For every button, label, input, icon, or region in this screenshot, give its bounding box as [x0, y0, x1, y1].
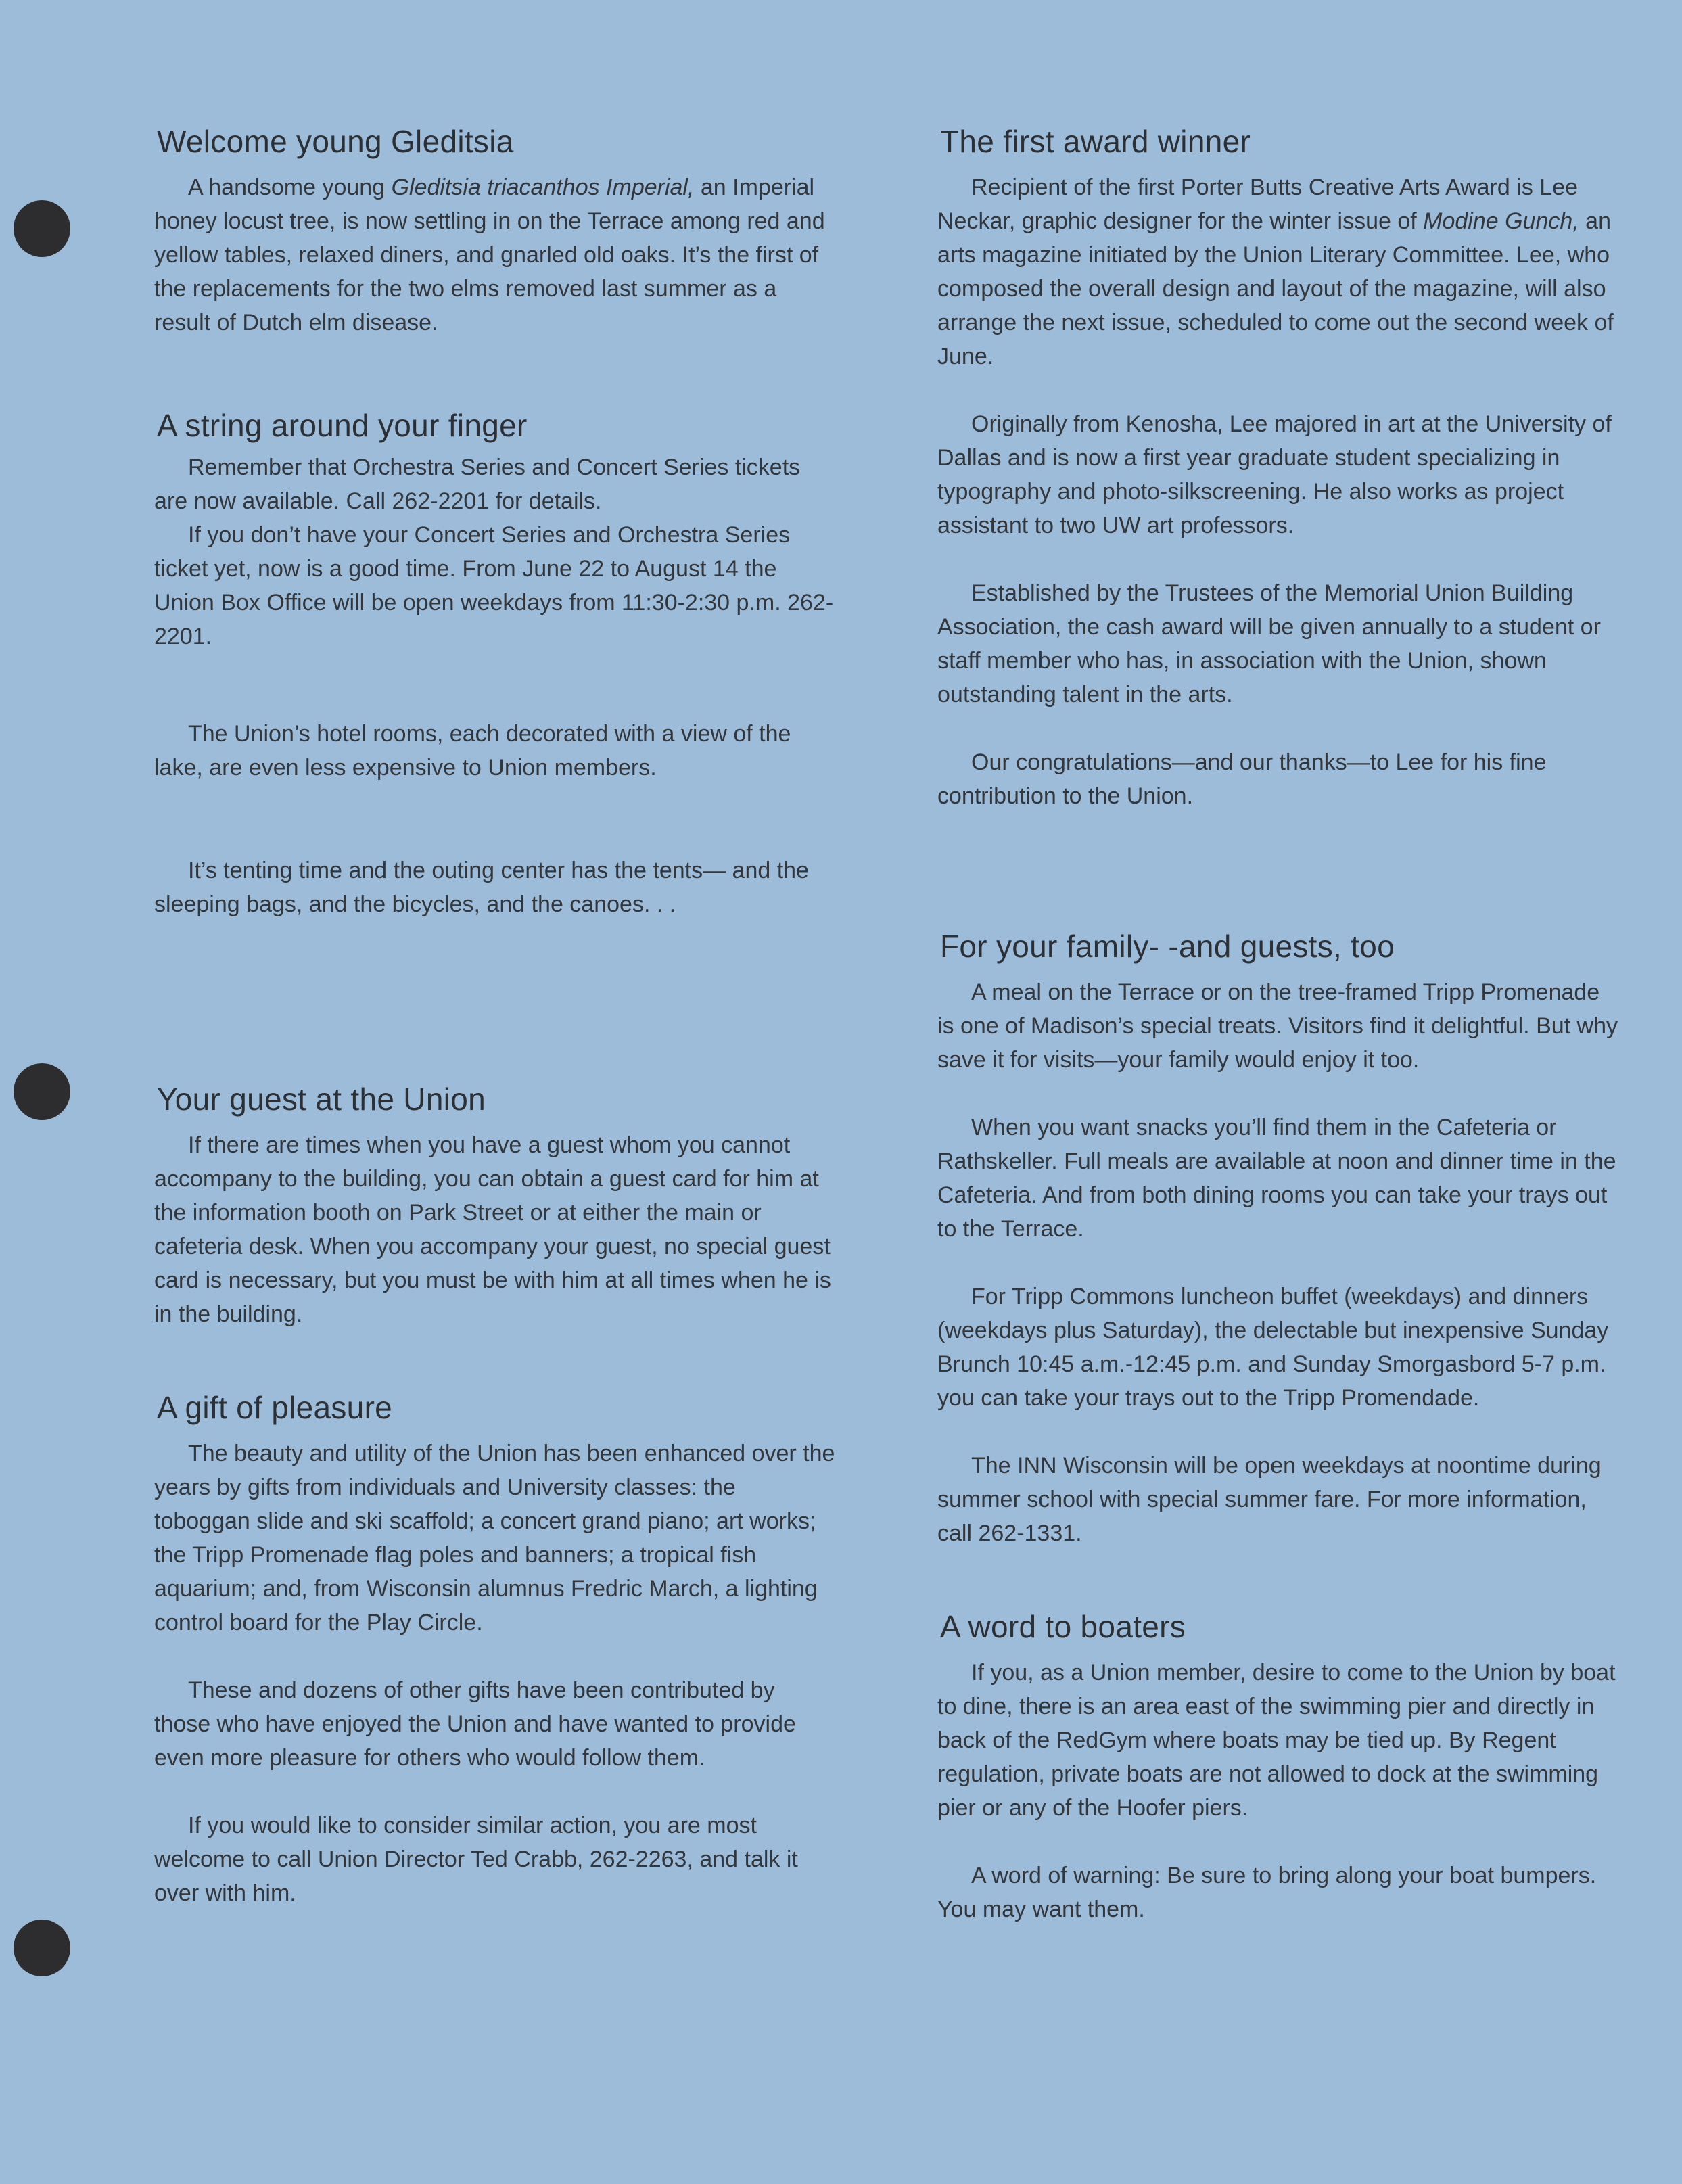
paragraph: The beauty and utility of the Union has been enhanced over the years by gifts from individuals and University classes: the toboggan slide and ski scaffold; a concert grand piano; art works; the Tripp Promenade flag poles and banners; a tropical fish aquarium; and, from Wisconsin alumnus Fredric March, a lighting control board for the Play Circle.: [154, 1441, 835, 1635]
section-title: A word to boaters: [940, 1609, 1186, 1644]
binder-hole-top: [14, 200, 70, 257]
paragraph: The INN Wisconsin will be open weekdays at noontime during summer school with special summer fare. For more information, call 262-1331.: [937, 1453, 1602, 1546]
paragraph: A word of warning: Be sure to bring along your boat bumpers. You may want them.: [937, 1863, 1597, 1922]
paragraph: If you don’t have your Concert Series and Orchestra Series ticket yet, now is a good time. From June 22 to August 14 the Union Box Office will be open weekdays from 11:30-2:30 p.m. 262-2201.: [154, 522, 834, 649]
text-run: an arts magazine initiated by the Union Literary Committee. Lee, who composed the overall design and layout of the magazine, will also arrange the next issue, scheduled to come out the second week of June.: [937, 208, 1614, 369]
paragraph: If there are times when you have a guest whom you cannot accompany to the building, you can obtain a guest card for him at the information booth on Park Street or at either the main or cafeteria desk. When you accompany your guest, no special guest card is necessary, but you must be with him at all times when he is in the building.: [154, 1132, 831, 1327]
paragraph: A meal on the Terrace or on the tree-framed Tripp Promenade is one of Madison’s special treats. Visitors find it delightful. But why save it for visits—your family would enjoy it too.: [937, 979, 1618, 1073]
paragraph: Our congratulations—and our thanks—to Lee for his fine contribution to the Union.: [937, 749, 1547, 809]
section-string-around-finger: [154, 406, 837, 921]
paragraph: The Union’s hotel rooms, each decorated with a view of the lake, are even less expensive to Union members.: [154, 721, 791, 781]
section-gleditsia: [154, 122, 837, 340]
paragraph: [154, 170, 837, 340]
paragraph: For Tripp Commons luncheon buffet (weekdays) and dinners (weekdays plus Saturday), the delectable but inexpensive Sunday Brunch 10:45 a.m.-12:45 p.m. and Sunday Smorgasbord 5-7 p.m. you can take your trays out to the Tripp Promendade.: [937, 1284, 1609, 1411]
section-title: For your family- -and guests, too: [940, 929, 1395, 964]
section-title: Your guest at the Union: [157, 1082, 486, 1117]
paragraph: It’s tenting time and the outing center has the tents— and the sleeping bags, and the bicycles, and the canoes. . .: [154, 858, 809, 917]
paragraph: If you, as a Union member, desire to come to the Union by boat to dine, there is an area east of the swimming pier and directly in back of the RedGym where boats may be tied up. By Regent regulation, private boats are not allowed to dock at the swimming pier or any of the Hoofer piers.: [937, 1660, 1616, 1821]
binder-hole-bottom: [14, 1920, 70, 1976]
section-family-and-guests: [937, 927, 1620, 1550]
section-title: A gift of pleasure: [157, 1390, 393, 1425]
text-run: an Imperial honey locust tree, is now settling in on the Terrace among red and yellow tables, relaxed diners, and gnarled old oaks. It’s the first of the replacements for the two elms removed last summer as a result of Dutch elm disease.: [154, 175, 825, 335]
text-run: Recipient of the first Porter Butts Creative Arts Award is Lee Neckar, graphic designer for the winter issue of: [937, 175, 1578, 234]
paragraph: These and dozens of other gifts have been contributed by those who have enjoyed the Union and have wanted to provide even more pleasure for others who would follow them.: [154, 1677, 796, 1771]
paragraph: When you want snacks you’ll find them in the Cafeteria or Rathskeller. Full meals are available at noon and dinner time in the Cafeteria. And from both dining rooms you can take your trays out to the Terrace.: [937, 1115, 1616, 1242]
text-run: A handsome young: [188, 175, 392, 200]
section-title: Welcome young Gleditsia: [157, 124, 514, 159]
right-column: [937, 122, 1620, 1926]
section-guest-at-union: [154, 1079, 837, 1331]
section-first-award-winner: [937, 122, 1620, 813]
italic-text-run: Gleditsia triacanthos Imperial,: [391, 175, 695, 200]
section-title: A string around your finger: [157, 408, 528, 443]
paragraph: Originally from Kenosha, Lee majored in art at the University of Dallas and is now a first year graduate student specializing in typography and photo-silkscreening. He also works as project assistant to two UW art professors.: [937, 411, 1612, 538]
paragraph: If you would like to consider similar action, you are most welcome to call Union Director Ted Crabb, 262-2263, and talk it over with him.: [154, 1813, 798, 1906]
paragraph: Remember that Orchestra Series and Concert Series tickets are now available. Call 262-2201 for details.: [154, 455, 801, 514]
paragraph: Established by the Trustees of the Memorial Union Building Association, the cash award will be given annually to a student or staff member who has, in association with the Union, shown outstanding talent in the arts.: [937, 580, 1601, 707]
italic-text-run: Modine Gunch,: [1423, 208, 1579, 234]
paragraph: [937, 170, 1620, 373]
section-title: The first award winner: [940, 124, 1251, 159]
binder-hole-middle: [14, 1063, 70, 1120]
section-gift-of-pleasure: [154, 1388, 837, 1910]
left-column: [154, 122, 837, 1910]
section-word-to-boaters: [937, 1607, 1620, 1926]
